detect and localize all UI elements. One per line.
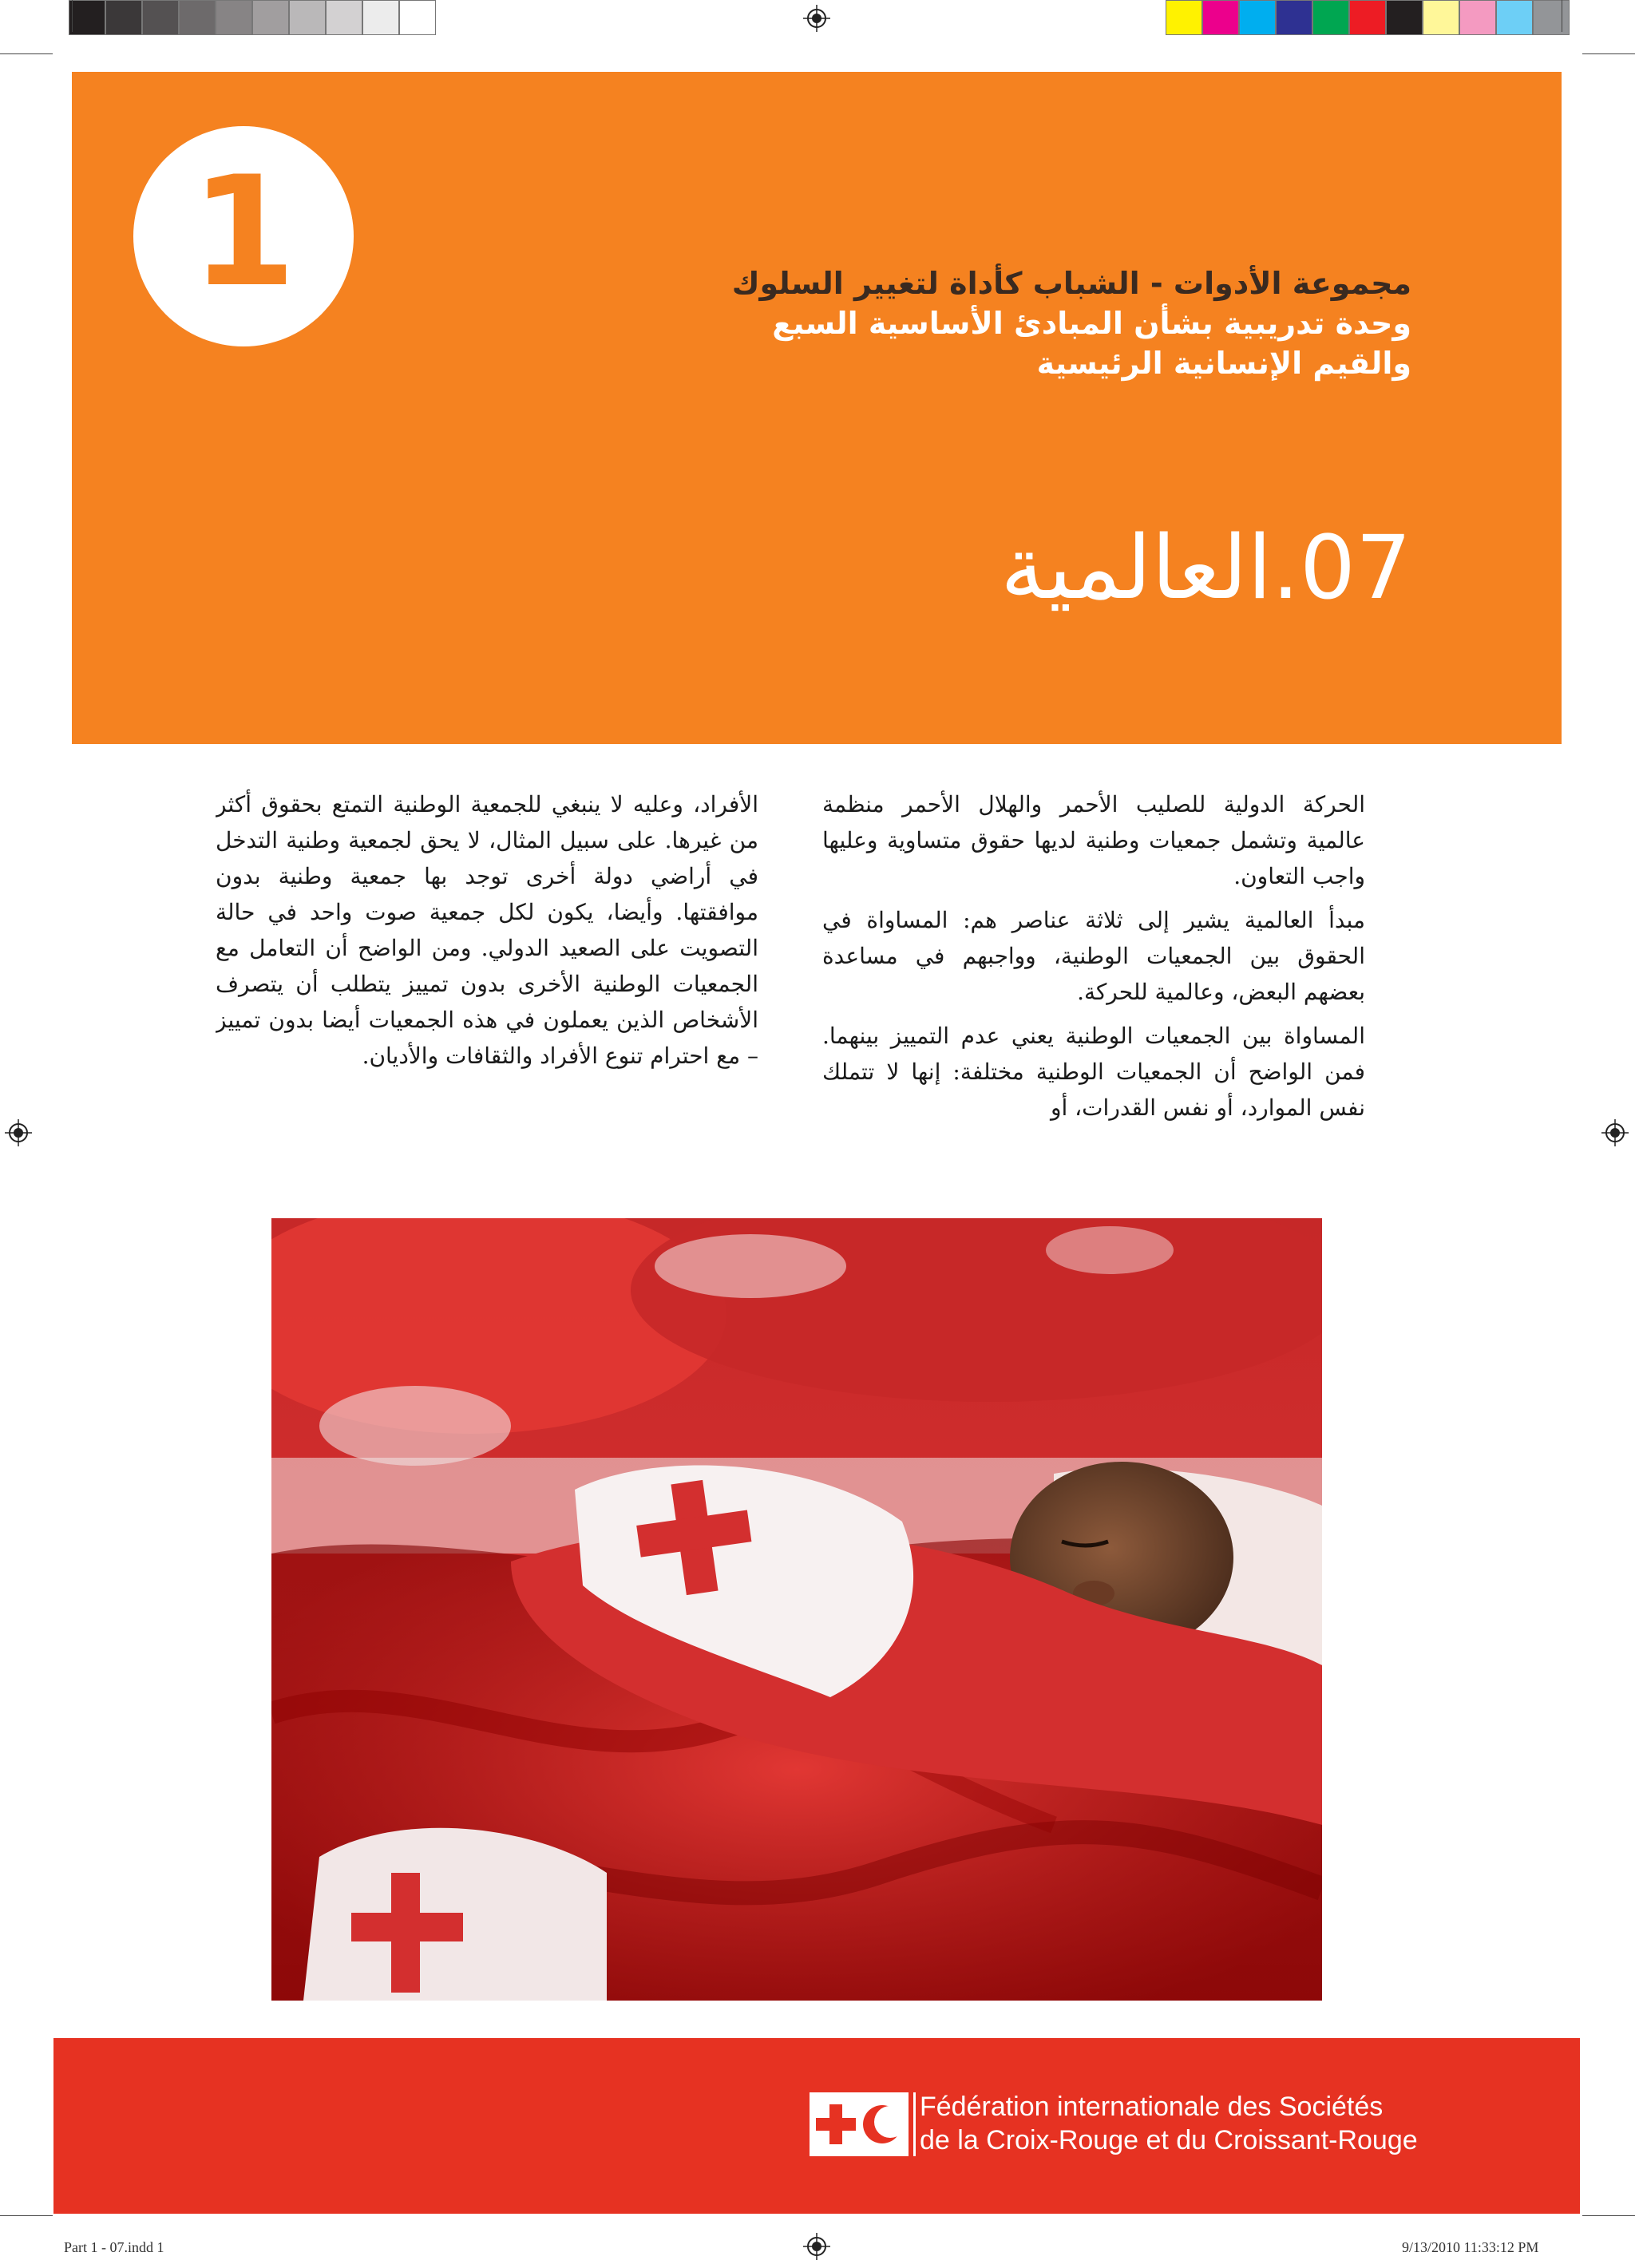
kit-title-line-1: مجموعة الأدوات - الشباب كأداة لتغيير السلوك — [731, 266, 1411, 301]
red-cross-crescent-icon — [812, 2095, 906, 2154]
color-swatch — [1312, 0, 1349, 35]
slug-datetime: 9/13/2010 11:33:12 PM — [1402, 2239, 1539, 2255]
registration-mark-icon — [1601, 1119, 1629, 1146]
color-swatch — [252, 0, 289, 35]
color-swatch — [1239, 0, 1276, 35]
crop-mark — [0, 2215, 53, 2216]
color-swatch — [289, 0, 326, 35]
federation-name — [920, 2090, 1526, 2157]
text-column-right — [822, 786, 1365, 1138]
registration-mark-icon — [803, 5, 830, 32]
photo-child-in-red-blankets — [271, 1218, 1322, 2001]
color-swatch — [1276, 0, 1312, 35]
kit-title-line-3: والقيم الإنسانية الرئيسية — [1036, 346, 1411, 381]
text-column-left — [216, 786, 758, 1138]
color-swatch — [179, 0, 216, 35]
paragraph: الحركة الدولية للصليب الأحمر والهلال الأحمر منظمة عالمية وتشمل جمعيات وطنية لديها حقوق متساوية وعليها واجب التعاون. — [822, 791, 1365, 889]
color-swatch — [399, 0, 436, 35]
color-swatch — [1459, 0, 1496, 35]
color-swatch — [1386, 0, 1423, 35]
color-swatch — [105, 0, 142, 35]
crop-mark — [1582, 53, 1635, 54]
grayscale-color-bar — [69, 0, 436, 37]
kit-title-line-2: وحدة تدريبية بشأن المبادئ الأساسية السبع — [772, 306, 1411, 341]
registration-mark-icon — [5, 1119, 32, 1146]
color-swatch — [216, 0, 252, 35]
module-title: 07.العالمية — [1000, 517, 1411, 619]
federation-name-line-2: de la Croix-Rouge et du Croissant-Rouge — [920, 2125, 1418, 2155]
red-cross-red-crescent-logo — [810, 2092, 909, 2156]
paragraph: المساواة بين الجمعيات الوطنية يعني عدم التمييز بينهما. فمن الواضح أن الجمعيات الوطنية مختلفة: إنها لا تتملك نفس الموارد، أو نفس القدرات، أو — [822, 1023, 1365, 1121]
crop-mark — [72, 0, 73, 32]
process-color-bar — [1166, 0, 1570, 37]
paragraph: الأفراد، وعليه لا ينبغي للجمعية الوطنية التمتع بحقوق أكثر من غيرها. على سبيل المثال، لا يحق لجمعية وطنية التدخل في أراضي دولة أخرى توجد بها جمعية وطنية بدون موافقتها. وأيضا، يكون لكل جمعية صوت واحد في حالة التصويت على الصعيد الدولي. ومن الواضح أن التعامل مع الجمعيات الوطنية الأخرى بدون تمييز يتطلب أن يتصرف الأشخاص الذين يعملون في هذه الجمعيات أيضا بدون تمييز – مع احترام تنوع الأفراد والثقافات والأديان. — [216, 791, 758, 1069]
registration-mark-icon — [803, 2233, 830, 2260]
color-swatch — [1423, 0, 1459, 35]
color-swatch — [69, 0, 105, 35]
color-swatch — [1533, 0, 1570, 35]
module-number-badge — [133, 126, 354, 346]
kit-title — [613, 263, 1411, 383]
color-swatch — [1496, 0, 1533, 35]
slug-file-name: Part 1 - 07.indd 1 — [64, 2239, 164, 2255]
color-swatch — [142, 0, 179, 35]
federation-name-line-1: Fédération internationale des Sociétés — [920, 2092, 1384, 2122]
module-number: 1 — [190, 144, 297, 320]
color-swatch — [326, 0, 362, 35]
paragraph: مبدأ العالمية يشير إلى ثلاثة عناصر هم: المساواة في الحقوق بين الجمعيات الوطنية، وواجبهم في مساعدة بعضهم البعض، وعالمية للحركة. — [822, 907, 1365, 1005]
color-swatch — [1202, 0, 1239, 35]
color-swatch — [362, 0, 399, 35]
color-swatch — [1166, 0, 1202, 35]
logo-divider — [913, 2092, 916, 2156]
photo-illustration — [271, 1218, 1322, 2001]
crop-mark — [1582, 2215, 1635, 2216]
crop-mark — [0, 53, 53, 54]
color-swatch — [1349, 0, 1386, 35]
